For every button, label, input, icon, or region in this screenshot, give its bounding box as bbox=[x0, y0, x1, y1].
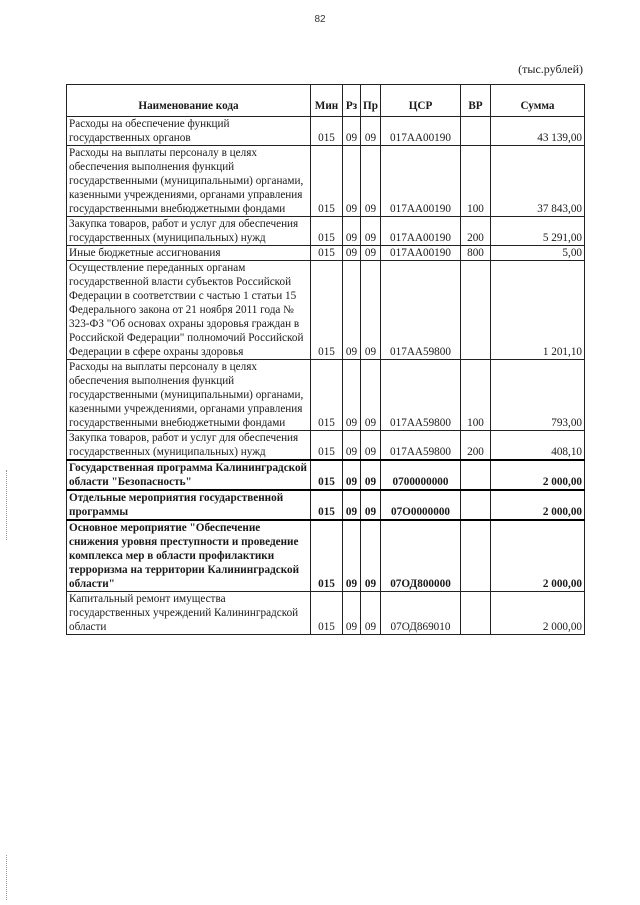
row-csr: 017АА00190 bbox=[381, 146, 461, 217]
table-row bbox=[67, 146, 585, 217]
row-min: 015 bbox=[311, 146, 343, 217]
row-name: Государственная программа Калининградской области "Безопасность" bbox=[67, 460, 311, 490]
row-min: 015 bbox=[311, 520, 343, 592]
table-header-row bbox=[67, 85, 585, 117]
row-vr: 200 bbox=[461, 217, 491, 246]
row-sum: 793,00 bbox=[491, 360, 585, 431]
row-name: Расходы на обеспечение функций государственных органов bbox=[67, 117, 311, 146]
row-csr: 017АА00190 bbox=[381, 246, 461, 261]
row-vr: 800 bbox=[461, 246, 491, 261]
row-min: 015 bbox=[311, 217, 343, 246]
table-row bbox=[67, 431, 585, 461]
row-min: 015 bbox=[311, 360, 343, 431]
scan-margin-mark bbox=[6, 470, 9, 540]
row-vr bbox=[461, 117, 491, 146]
row-min: 015 bbox=[311, 261, 343, 360]
row-min: 015 bbox=[311, 246, 343, 261]
row-rz: 09 bbox=[343, 360, 361, 431]
row-name: Закупка товаров, работ и услуг для обеспечения государственных (муниципальных) нужд bbox=[67, 431, 311, 461]
table-row bbox=[67, 217, 585, 246]
table-row bbox=[67, 490, 585, 520]
row-rz: 09 bbox=[343, 217, 361, 246]
row-sum: 2 000,00 bbox=[491, 520, 585, 592]
scan-margin-mark bbox=[6, 855, 9, 900]
row-csr: 0700000000 bbox=[381, 460, 461, 490]
row-rz: 09 bbox=[343, 261, 361, 360]
row-pr: 09 bbox=[361, 117, 381, 146]
row-sum: 1 201,10 bbox=[491, 261, 585, 360]
row-csr: 017АА59800 bbox=[381, 261, 461, 360]
column-header-sum: Сумма bbox=[491, 85, 585, 117]
row-csr: 07ОД800000 bbox=[381, 520, 461, 592]
row-pr: 09 bbox=[361, 261, 381, 360]
row-csr: 07ОД869010 bbox=[381, 592, 461, 635]
column-header-name: Наименование кода bbox=[67, 85, 311, 117]
row-name: Закупка товаров, работ и услуг для обеспечения государственных (муниципальных) нужд bbox=[67, 217, 311, 246]
row-sum: 5,00 bbox=[491, 246, 585, 261]
row-sum: 5 291,00 bbox=[491, 217, 585, 246]
row-rz: 09 bbox=[343, 592, 361, 635]
row-name: Основное мероприятие "Обеспечение снижения уровня преступности и проведение комплекса мер в области профилактики терроризма на территории Калининградской области" bbox=[67, 520, 311, 592]
row-csr: 017АА00190 bbox=[381, 117, 461, 146]
column-header-pr: Пр bbox=[361, 85, 381, 117]
row-min: 015 bbox=[311, 431, 343, 461]
row-sum: 43 139,00 bbox=[491, 117, 585, 146]
row-pr: 09 bbox=[361, 360, 381, 431]
row-min: 015 bbox=[311, 460, 343, 490]
row-csr: 07О0000000 bbox=[381, 490, 461, 520]
row-vr bbox=[461, 592, 491, 635]
table-row bbox=[67, 261, 585, 360]
column-header-csr: ЦСР bbox=[381, 85, 461, 117]
row-rz: 09 bbox=[343, 146, 361, 217]
row-pr: 09 bbox=[361, 217, 381, 246]
row-pr: 09 bbox=[361, 246, 381, 261]
column-header-rz: Рз bbox=[343, 85, 361, 117]
row-rz: 09 bbox=[343, 117, 361, 146]
row-csr: 017АА00190 bbox=[381, 217, 461, 246]
row-name: Осуществление переданных органам государственной власти субъектов Российской Федерации в соответствии с частью 1 статьи 15 Федерального закона от 21 ноября 2011 года № 323-ФЗ "Об основах охраны здоровья граждан в Российской Федерации" полномочий Российской Федерации в сфере охраны здоровья bbox=[67, 261, 311, 360]
row-sum: 2 000,00 bbox=[491, 592, 585, 635]
row-name: Отдельные мероприятия государственной программы bbox=[67, 490, 311, 520]
table-row bbox=[67, 592, 585, 635]
row-vr bbox=[461, 490, 491, 520]
row-name: Капитальный ремонт имущества государственных учреждений Калининградской области bbox=[67, 592, 311, 635]
row-rz: 09 bbox=[343, 520, 361, 592]
row-vr bbox=[461, 261, 491, 360]
page-number: 82 bbox=[314, 14, 326, 25]
row-pr: 09 bbox=[361, 592, 381, 635]
column-header-vr: ВР bbox=[461, 85, 491, 117]
row-pr: 09 bbox=[361, 460, 381, 490]
column-header-min: Мин bbox=[311, 85, 343, 117]
table-row bbox=[67, 520, 585, 592]
row-rz: 09 bbox=[343, 490, 361, 520]
row-rz: 09 bbox=[343, 431, 361, 461]
row-csr: 017АА59800 bbox=[381, 431, 461, 461]
budget-table bbox=[66, 84, 585, 635]
row-vr bbox=[461, 460, 491, 490]
row-vr bbox=[461, 520, 491, 592]
row-csr: 017АА59800 bbox=[381, 360, 461, 431]
row-rz: 09 bbox=[343, 246, 361, 261]
row-name: Иные бюджетные ассигнования bbox=[67, 246, 311, 261]
row-min: 015 bbox=[311, 490, 343, 520]
row-sum: 2 000,00 bbox=[491, 490, 585, 520]
table-row bbox=[67, 246, 585, 261]
row-vr: 100 bbox=[461, 360, 491, 431]
row-sum: 37 843,00 bbox=[491, 146, 585, 217]
row-pr: 09 bbox=[361, 520, 381, 592]
row-name: Расходы на выплаты персоналу в целях обеспечения выполнения функций государственными (муниципальными) органами, казенными учреждениями, органами управления государственными внебюджетными фондами bbox=[67, 146, 311, 217]
table-row bbox=[67, 117, 585, 146]
row-vr: 100 bbox=[461, 146, 491, 217]
row-pr: 09 bbox=[361, 490, 381, 520]
row-min: 015 bbox=[311, 117, 343, 146]
row-pr: 09 bbox=[361, 431, 381, 461]
row-rz: 09 bbox=[343, 460, 361, 490]
row-vr: 200 bbox=[461, 431, 491, 461]
table-row bbox=[67, 360, 585, 431]
row-sum: 2 000,00 bbox=[491, 460, 585, 490]
row-sum: 408,10 bbox=[491, 431, 585, 461]
row-pr: 09 bbox=[361, 146, 381, 217]
row-min: 015 bbox=[311, 592, 343, 635]
table-row bbox=[67, 460, 585, 490]
row-name: Расходы на выплаты персоналу в целях обеспечения выполнения функций государственными (муниципальными) органами, казенными учреждениями, органами управления государственными внебюджетными фондами bbox=[67, 360, 311, 431]
units-label: (тыс.рублей) bbox=[518, 62, 583, 76]
